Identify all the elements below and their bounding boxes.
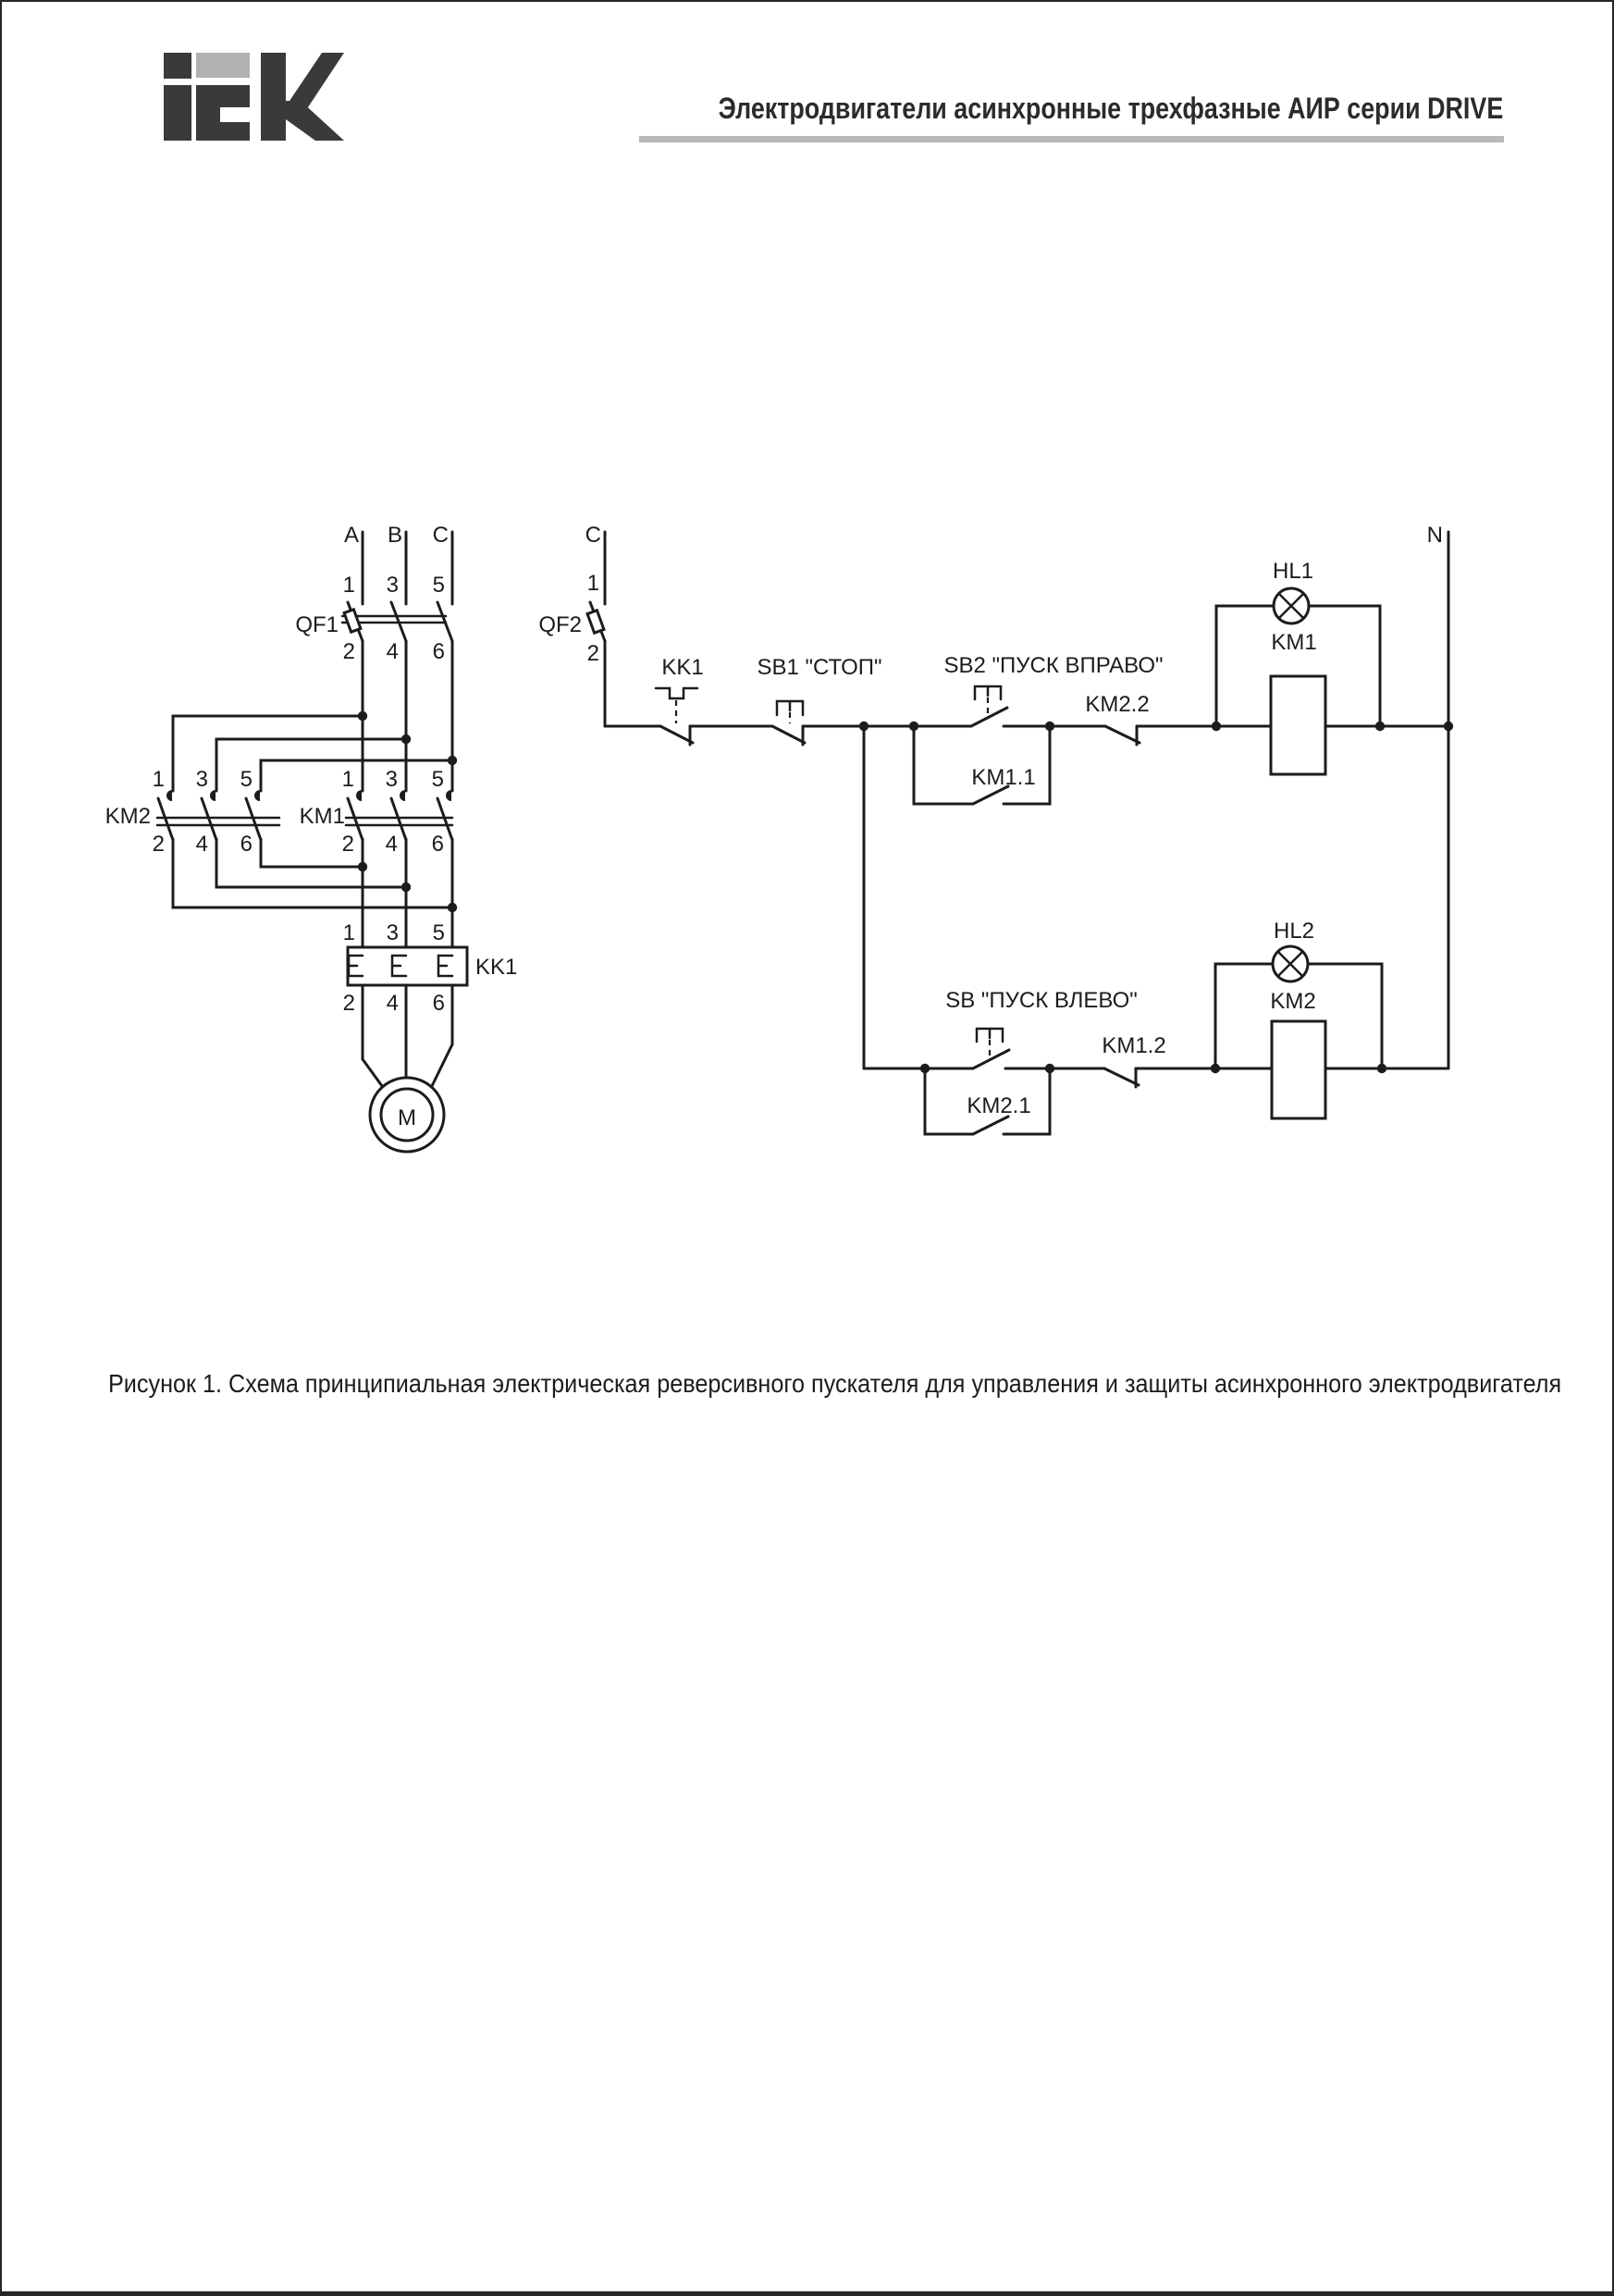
phase-c-label: C (432, 523, 449, 548)
km2-terminal-6: 6 (240, 832, 253, 857)
qf1-terminal-1: 1 (342, 573, 355, 598)
qf1-label: QF1 (295, 612, 339, 637)
sb-left-label: SB "ПУСК ВЛЕВО" (945, 988, 1138, 1013)
km2-2-label: KM2.2 (1085, 692, 1150, 717)
km1-2-label: KM1.2 (1102, 1033, 1166, 1058)
km2-terminal-1: 1 (152, 767, 165, 792)
kk1-terminal-4: 4 (386, 991, 399, 1016)
km2-label: KM2 (105, 804, 151, 829)
control-phase-label: C (585, 523, 601, 548)
contactor-km2 (105, 767, 279, 857)
neutral-label: N (1426, 523, 1443, 548)
kk1-terminal-2: 2 (342, 991, 355, 1016)
km2-terminal-2: 2 (152, 832, 165, 857)
km1-coil-box (1271, 676, 1325, 774)
kk1-aux-contact (656, 655, 704, 745)
reversing-cross-wires (173, 839, 452, 907)
kk1-terminal-5: 5 (432, 920, 445, 945)
kk1-terminal-1: 1 (342, 920, 355, 945)
km2-coil-box (1272, 1021, 1325, 1118)
qf2-terminal-2: 2 (586, 641, 599, 666)
contactor-km1 (300, 767, 452, 857)
breaker-qf2 (538, 532, 605, 726)
km1-coil (1271, 630, 1325, 774)
kk1-aux-label: KK1 (661, 655, 704, 680)
qf2-label: QF2 (538, 612, 582, 637)
km1-terminal-2: 2 (341, 832, 354, 857)
km1-terminal-4: 4 (385, 832, 398, 857)
km1-1-holding-contact (914, 726, 1050, 804)
kk1-terminal-3: 3 (386, 920, 399, 945)
qf2-terminal-1: 1 (586, 571, 599, 596)
km2-coil-label: KM2 (1270, 989, 1316, 1014)
motor-label: M (398, 1105, 416, 1130)
km2-terminal-5: 5 (240, 767, 253, 792)
phase-b-label: B (387, 523, 402, 548)
km2-1-holding-contact (925, 1068, 1050, 1134)
km1-1-label: KM1.1 (971, 765, 1036, 790)
km2-terminal-3: 3 (195, 767, 208, 792)
km2-2-interlock-contact (1085, 692, 1149, 745)
qf1-terminal-2: 2 (342, 639, 355, 664)
schematic-figure (2, 2, 1614, 2296)
km1-2-interlock-contact (1102, 1033, 1165, 1087)
figure-caption: Рисунок 1. Схема принципиальная электрическая реверсивного пускателя для управления и защиты асинхронного электродвигателя (108, 1369, 1562, 1398)
control-circuit (538, 523, 1453, 1134)
qf1-terminal-4: 4 (386, 639, 399, 664)
hl2-label: HL2 (1273, 919, 1315, 944)
km1-terminal-6: 6 (431, 832, 444, 857)
power-circuit (105, 523, 518, 1152)
kk1-power-label: KK1 (475, 955, 518, 980)
kk1-terminal-6: 6 (432, 991, 445, 1016)
phase-a-label: A (343, 523, 359, 548)
sb2-label: SB2 "ПУСК ВПРАВО" (943, 653, 1164, 678)
page-title: Электродвигатели асинхронные трехфазные АИР серии DRIVE (718, 92, 1503, 125)
km1-coil-label: KM1 (1271, 630, 1317, 655)
km1-terminal-1: 1 (341, 767, 354, 792)
sb1-label: SB1 "СТОП" (757, 655, 882, 680)
thermal-relay-kk1 (343, 920, 518, 1016)
hl1-label: HL1 (1272, 559, 1314, 584)
km2-coil (1270, 989, 1325, 1118)
qf1-terminal-3: 3 (386, 573, 399, 598)
control-junctions (859, 722, 1453, 1073)
qf1-terminal-6: 6 (432, 639, 445, 664)
km2-feed-wires (173, 716, 452, 791)
km1-terminal-3: 3 (385, 767, 398, 792)
breaker-qf1 (295, 573, 452, 664)
km2-terminal-4: 4 (195, 832, 208, 857)
km1-terminal-5: 5 (431, 767, 444, 792)
km2-1-label: KM2.1 (967, 1093, 1031, 1118)
km1-label: KM1 (299, 804, 345, 829)
qf1-terminal-5: 5 (432, 573, 445, 598)
